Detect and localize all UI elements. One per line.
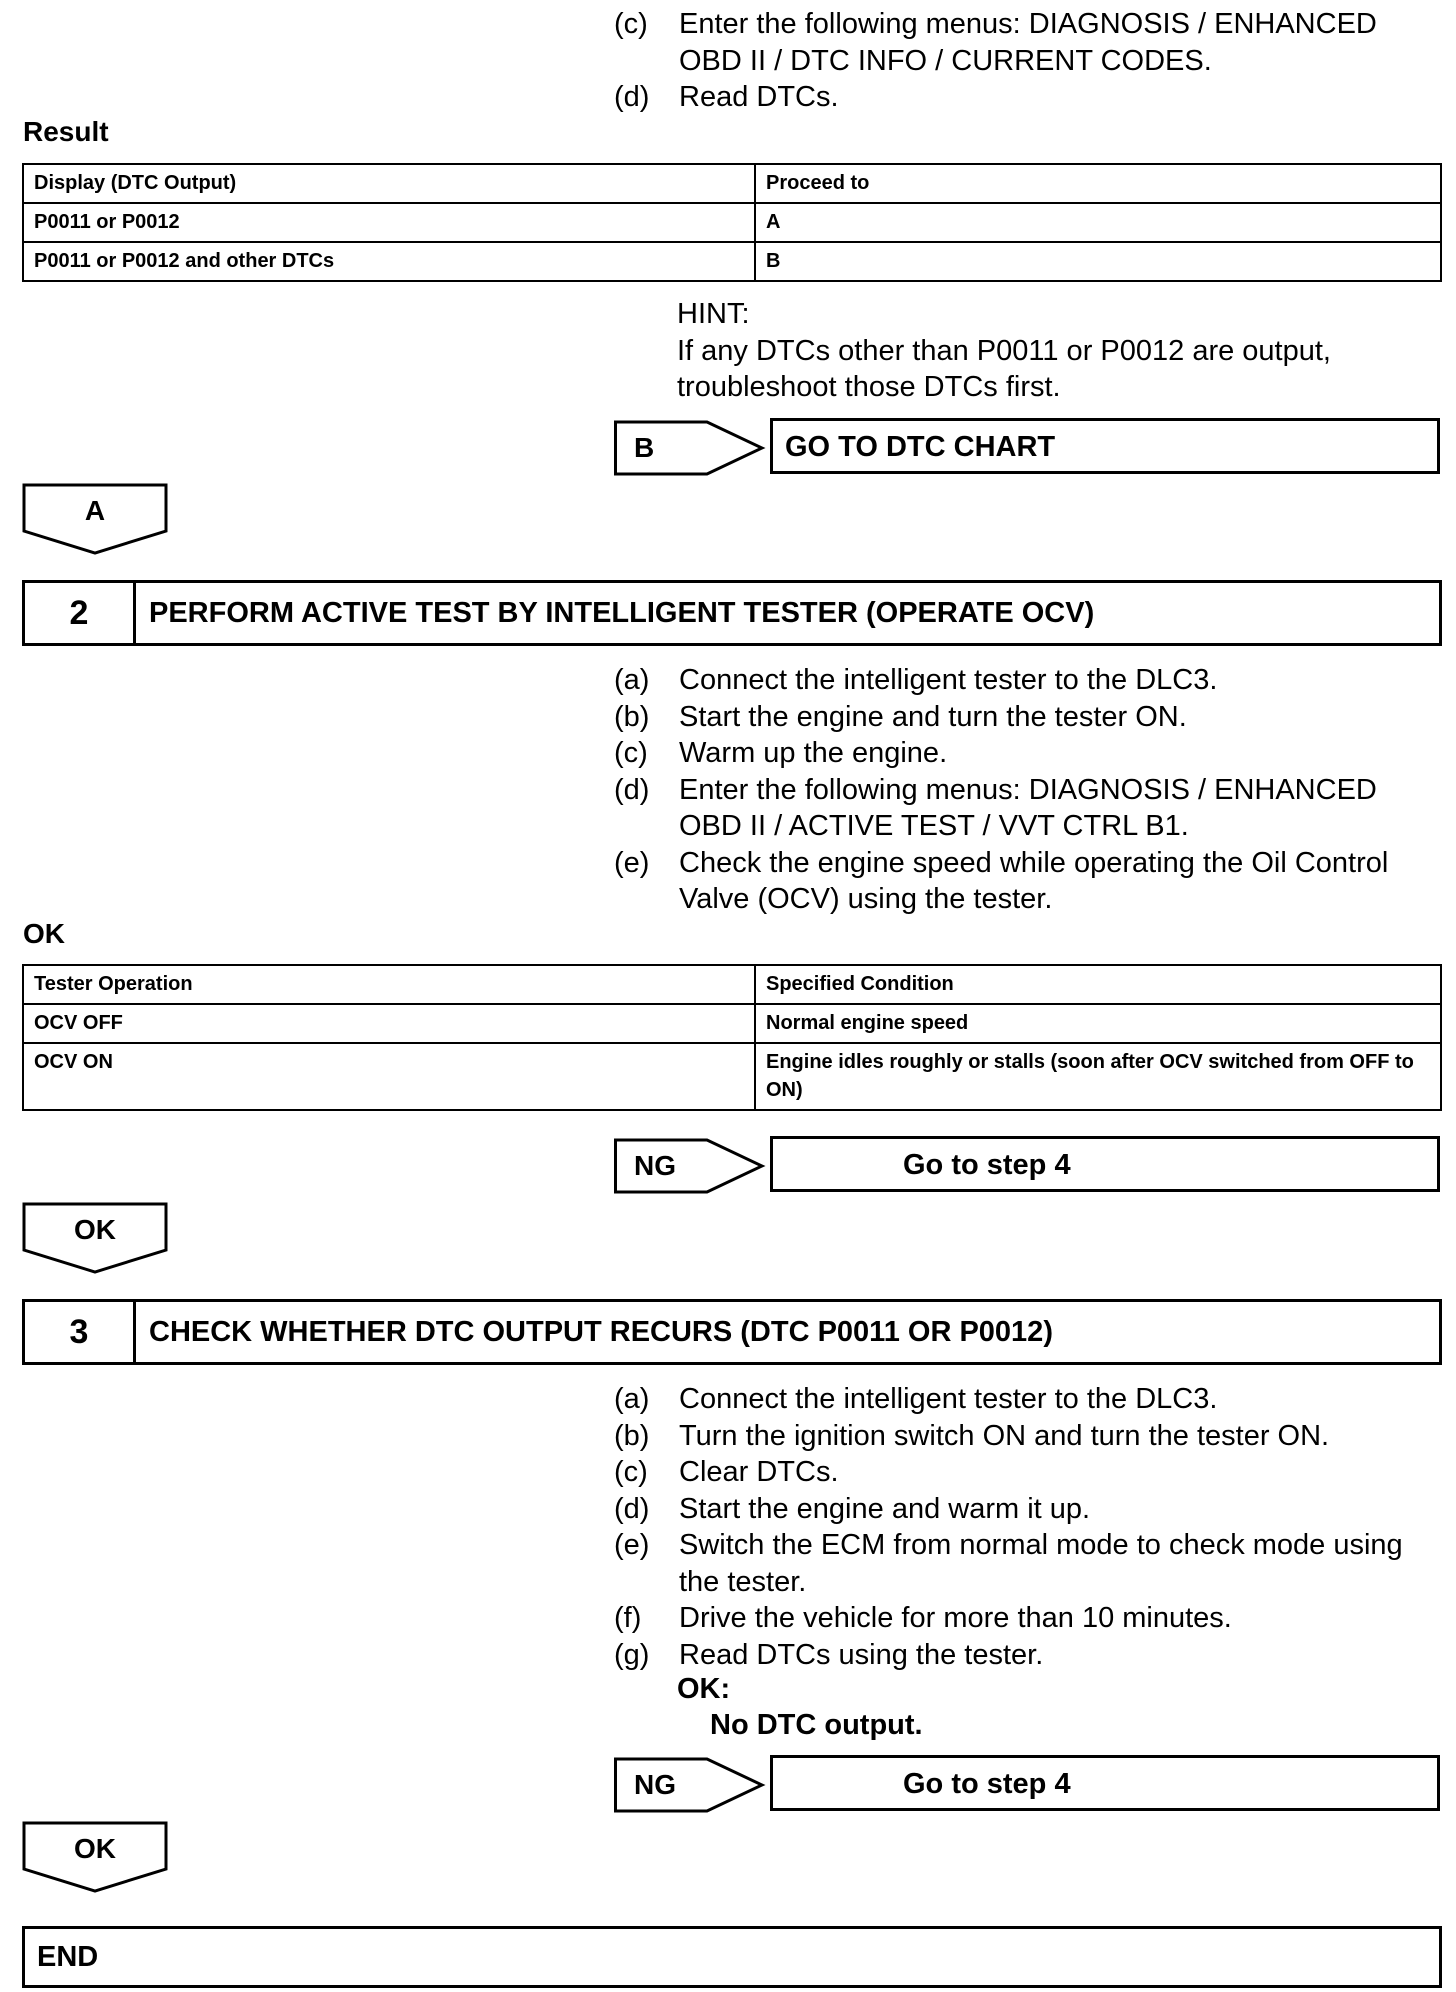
step-2-e — [614, 845, 1444, 882]
step-label: (e) — [614, 846, 650, 879]
ok-condition-table — [22, 964, 1442, 1111]
step-3-instructions — [614, 1381, 1444, 1673]
step-2-e-cont — [614, 881, 1444, 918]
hint-label: HINT: — [677, 298, 750, 330]
branch-tag-label: NG — [634, 1150, 676, 1181]
table-header-row — [23, 965, 1441, 1004]
table-row — [23, 203, 1441, 242]
hint-line: If any DTCs other than P0011 or P0012 are output, — [677, 334, 1331, 367]
table-cell: B — [755, 242, 1441, 281]
result-table — [22, 163, 1442, 282]
step-3-e — [614, 1527, 1444, 1564]
table-header-cell: Tester Operation — [23, 965, 755, 1004]
result-heading: Result — [23, 116, 109, 147]
step-2-a — [614, 662, 1444, 699]
table-cell: Normal engine speed — [755, 1004, 1441, 1043]
step-3-a — [614, 1381, 1444, 1418]
step-label: (b) — [614, 1419, 650, 1452]
step-3-goto-box[interactable] — [770, 1755, 1440, 1811]
step-label: (f) — [614, 1602, 642, 1634]
hint-line: troubleshoot those DTCs first. — [677, 371, 1061, 403]
table-header-cell: Display (DTC Output) — [23, 164, 755, 203]
step-2-ng-tag[interactable] — [614, 1136, 766, 1196]
step-text: Switch the ECM from normal mode to check mode using — [679, 1529, 1403, 1561]
flow-tag-label: OK — [74, 1214, 116, 1245]
step-text: Warm up the engine. — [679, 737, 948, 769]
hint-block — [677, 296, 1331, 406]
end-label: END — [37, 1941, 99, 1973]
branch-tag-label: NG — [634, 1769, 676, 1800]
step-2-ok-tag[interactable] — [22, 1202, 168, 1274]
goto-label: Go to step 4 — [903, 1768, 1071, 1800]
step-2-c — [614, 735, 1444, 772]
step-text: Start the engine and warm it up. — [679, 1492, 1091, 1525]
step-text: OBD II / DTC INFO / CURRENT CODES. — [679, 44, 1212, 77]
step-text: Connect the intelligent tester to the DLC3. — [679, 1383, 1218, 1415]
step-label: (c) — [614, 8, 648, 40]
table-cell: P0011 or P0012 — [23, 203, 755, 242]
goto-label: GO TO DTC CHART — [785, 431, 1056, 463]
branch-tag-label: B — [634, 432, 655, 463]
table-cell: Engine idles roughly or stalls (soon after OCV switched from OFF to ON) — [755, 1043, 1441, 1110]
step-2-header — [22, 580, 1442, 646]
step-2-instructions — [614, 662, 1444, 918]
step-text: Check the engine speed while operating the Oil Control — [679, 846, 1389, 879]
step-text: Read DTCs using the tester. — [679, 1638, 1044, 1671]
step-3-ng-tag[interactable] — [614, 1755, 766, 1815]
step-text: Clear DTCs. — [679, 1456, 839, 1488]
step-label: (a) — [614, 664, 650, 696]
table-row — [23, 1043, 1441, 1110]
step-label: (d) — [614, 773, 650, 806]
step-label: (c) — [614, 1456, 648, 1488]
step-3-header — [22, 1299, 1442, 1365]
step-3-ok-tag[interactable] — [22, 1821, 168, 1893]
step-label: (g) — [614, 1638, 650, 1671]
flow-tag-label: A — [84, 495, 106, 526]
step-3-f — [614, 1600, 1444, 1637]
table-cell: OCV ON — [23, 1043, 755, 1110]
table-header-cell: Proceed to — [755, 164, 1441, 203]
ok-spec-label: OK: — [677, 1673, 731, 1705]
flow-a-tag[interactable] — [22, 483, 168, 555]
step-text: Start the engine and turn the tester ON. — [679, 700, 1187, 733]
branch-b-tag[interactable] — [614, 418, 766, 478]
step-label: (c) — [614, 737, 648, 769]
table-cell: OCV OFF — [23, 1004, 755, 1043]
step-3-c — [614, 1454, 1444, 1491]
end-box — [22, 1926, 1442, 1988]
step-text: Turn the ignition switch ON and turn the tester ON. — [679, 1419, 1330, 1452]
step-label: (d) — [614, 81, 650, 113]
step-label: (e) — [614, 1529, 650, 1561]
intro-step-c-cont — [614, 43, 1444, 80]
step-label: (b) — [614, 700, 650, 733]
table-header-row — [23, 164, 1441, 203]
table-cell: A — [755, 203, 1441, 242]
table-header-cell: Specified Condition — [755, 965, 1441, 1004]
step-title: CHECK WHETHER DTC OUTPUT RECURS (DTC P0011 OR P0012) — [149, 1316, 1053, 1348]
step-2-d — [614, 772, 1444, 809]
step-text: Drive the vehicle for more than 10 minutes. — [679, 1602, 1232, 1634]
table-row — [23, 1004, 1441, 1043]
step-text: the tester. — [679, 1565, 807, 1598]
step-number: 3 — [25, 1302, 136, 1362]
step-3-b — [614, 1418, 1444, 1455]
table-cell: P0011 or P0012 and other DTCs — [23, 242, 755, 281]
step-3-g — [614, 1637, 1444, 1674]
step-label: (a) — [614, 1383, 650, 1415]
step-text: Enter the following menus: DIAGNOSIS / ENHANCED — [679, 8, 1377, 40]
step-title: PERFORM ACTIVE TEST BY INTELLIGENT TESTER (OPERATE OCV) — [149, 597, 1095, 629]
goto-dtc-chart-box[interactable] — [770, 418, 1440, 474]
step-text: Valve (OCV) using the tester. — [679, 883, 1053, 915]
step-2-d-cont — [614, 808, 1444, 845]
step-3-e-cont — [614, 1564, 1444, 1601]
step-text: Connect the intelligent tester to the DLC3. — [679, 664, 1218, 696]
step-2-goto-box[interactable] — [770, 1136, 1440, 1192]
step-number: 2 — [25, 583, 136, 643]
intro-step-c — [614, 6, 1444, 43]
intro-step-d — [614, 79, 1444, 116]
ok-heading: OK — [23, 918, 65, 949]
step-2-b — [614, 699, 1444, 736]
intro-steps — [614, 6, 1444, 116]
goto-label: Go to step 4 — [903, 1149, 1071, 1181]
step-3-d — [614, 1491, 1444, 1528]
step-text: Enter the following menus: DIAGNOSIS / ENHANCED — [679, 773, 1377, 806]
step-label: (d) — [614, 1492, 650, 1525]
step-text: Read DTCs. — [679, 81, 839, 113]
step-text: OBD II / ACTIVE TEST / VVT CTRL B1. — [679, 810, 1189, 842]
ok-spec-value: No DTC output. — [710, 1709, 923, 1741]
table-row — [23, 242, 1441, 281]
flow-tag-label: OK — [74, 1833, 116, 1864]
